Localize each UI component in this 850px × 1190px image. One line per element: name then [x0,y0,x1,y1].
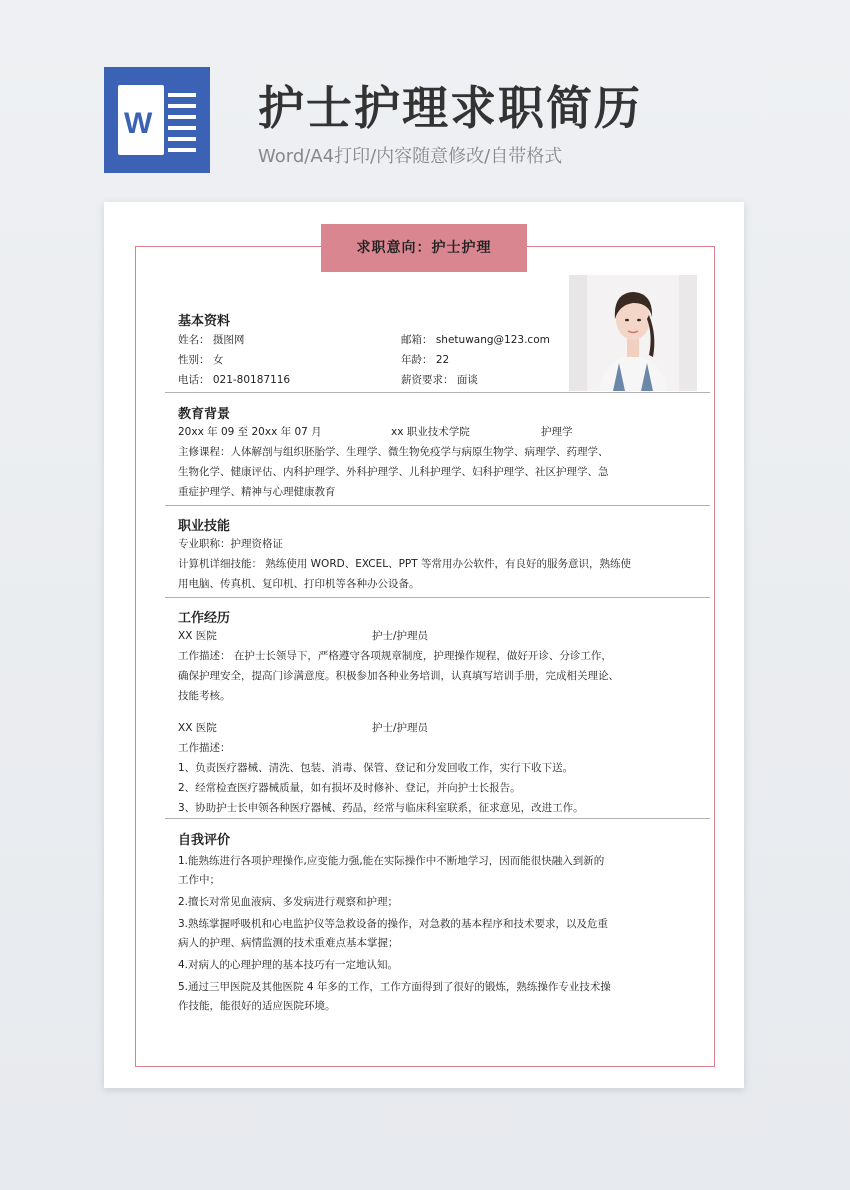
self-eval-line: 5.通过三甲医院及其他医院 4 年多的工作，工作方面得到了很好的锻炼，熟练操作专业技术操 [178,981,611,993]
resume-sheet [104,202,744,1088]
education-courses-line: 生物化学、健康评估、内科护理学、外科护理学、儿科护理学、妇科护理学、社区护理学、急 [178,466,609,478]
self-eval-line: 作技能，能很好的适应医院环境。 [178,1000,336,1012]
self-eval-line: 4.对病人的心理护理的基本技巧有一定地认知。 [178,959,399,971]
divider [165,597,710,598]
self-eval-line: 2.擅长对常见血液病、多发病进行观察和护理； [178,896,399,908]
section-basic-heading: 基本资料 [178,314,231,329]
job2-item: 3、协助护士长申领各种医疗器械、药品，经常与临床科室联系，征求意见，改进工作。 [178,802,584,814]
word-letter: W [124,107,153,140]
section-work-heading: 工作经历 [178,611,231,626]
divider [165,818,710,819]
profile-photo [569,275,697,391]
job1-desc-line: 确保护理安全，提高门诊满意度。积极参加各种业务培训，认真填写培训手册，完成相关理论、 [178,670,619,682]
skills-computer-line: 计算机详细技能： 熟练使用 WORD、EXCEL、PPT 等常用办公软件，有良好的服务意识，熟练使 [178,558,631,570]
section-education-heading: 教育背景 [178,407,231,422]
basic-phone: 电话： 021-80187116 [178,374,291,386]
job1-role: 护士/护理员 [372,630,429,642]
skills-computer-line: 用电脑、传真机、复印机、打印机等各种办公设备。 [178,578,420,590]
job-objective-banner: 求职意向：护士护理 [321,224,527,272]
job2-item: 1、负责医疗器械、清洗、包装、消毒、保管、登记和分发回收工作，实行下收下送。 [178,762,574,774]
word-app-icon [104,67,210,173]
education-school: xx 职业技术学院 [391,426,470,438]
basic-gender: 性别： 女 [178,354,224,366]
job2-hospital: XX 医院 [178,722,217,734]
basic-salary: 薪资要求： 面谈 [401,374,478,386]
self-eval-line: 工作中； [178,874,220,886]
divider [165,392,710,393]
job1-desc-line: 工作描述： 在护士长领导下，严格遵守各项规章制度，护理操作规程，做好开诊、分诊工作， [178,650,612,662]
skills-title: 专业职称：护理资格证 [178,538,283,550]
job2-item: 2、经常检查医疗器械质量，如有损坏及时修补、登记，并向护士长报告。 [178,782,521,794]
job2-desc-label: 工作描述： [178,742,231,754]
job1-hospital: XX 医院 [178,630,217,642]
self-eval-line: 1.能熟练进行各项护理操作,应变能力强,能在实际操作中不断地学习，因而能很快融入到新的 [178,855,605,867]
education-courses-line: 主修课程：人体解剖与组织胚胎学、生理学、微生物免疫学与病原生物学、病理学、药理学、 [178,446,609,458]
page-title: 护士护理求职简历 [258,81,642,135]
basic-age: 年龄： 22 [401,354,450,366]
page-subtitle: Word/A4打印/内容随意修改/自带格式 [258,146,563,167]
section-skills-heading: 职业技能 [178,519,231,534]
self-eval-line: 病人的护理、病情监测的技术重难点基本掌握； [178,937,399,949]
education-courses-line: 重症护理学、精神与心理健康教育 [178,486,336,498]
basic-name: 姓名： 摄图网 [178,334,245,346]
divider [165,505,710,506]
self-eval-line: 3.熟练掌握呼吸机和心电监护仪等急救设备的操作，对急救的基本程序和技术要求，以及危重 [178,918,609,930]
education-major: 护理学 [541,426,573,438]
education-period: 20xx 年 09 至 20xx 年 07 月 [178,426,322,438]
job1-desc-line: 技能考核。 [178,690,231,702]
basic-email: 邮箱： shetuwang@123.com [401,334,550,346]
section-self-eval-heading: 自我评价 [178,833,231,848]
job2-role: 护士/护理员 [372,722,429,734]
